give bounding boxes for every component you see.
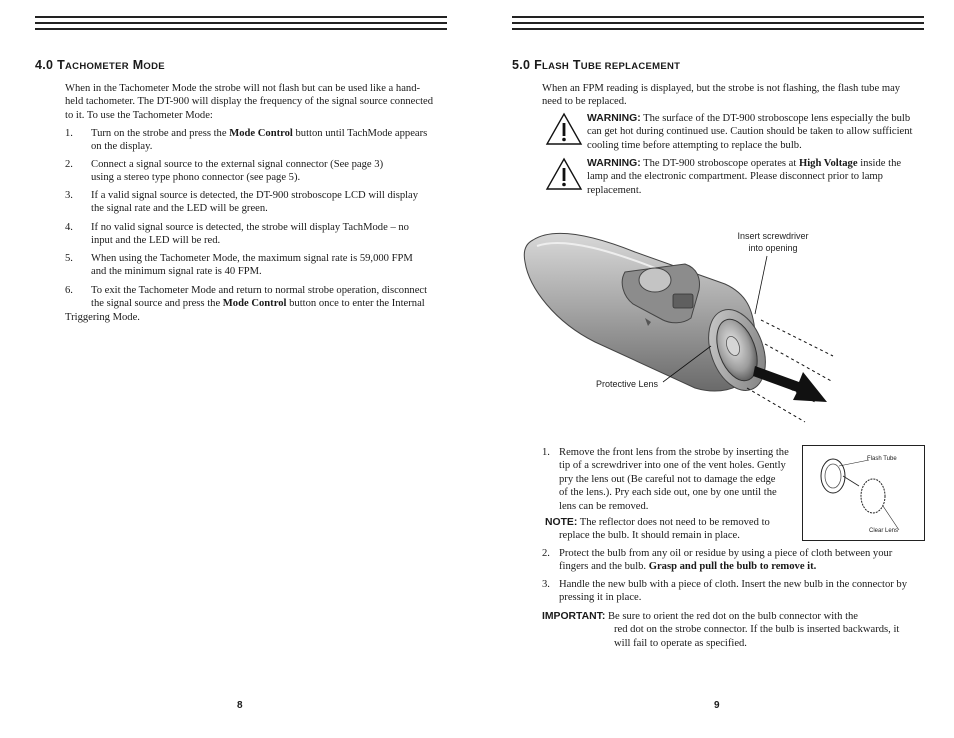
flash-step-3: 3. Handle the new bulb with a piece of cloth. Insert the new bulb in the connector by pressing it in place. xyxy=(542,579,908,604)
warning-hot-surface: WARNING: The surface of the DT-900 stroboscope lens especially the bulb can get hot during continued use. Caution should be taken to allow sufficient cooling time before attempting to replace the bulb. xyxy=(545,112,930,156)
left-header-rule xyxy=(35,16,447,30)
important-orientation: IMPORTANT: Be sure to orient the red dot on the bulb connector with the red dot on the strobe connector. If the bulb is inserted backwards, it will fail to operate as specified. xyxy=(542,611,900,649)
page-number-right: 9 xyxy=(714,700,720,711)
tach-step-3: 3. If a valid signal source is detected, the DT-900 stroboscope LCD will display the signal rate and the LED will be green. xyxy=(65,190,419,215)
flash-tube-inset xyxy=(802,445,925,541)
section-heading-flash-tube-replacement: 5.0 FLASH TUBE REPLACEMENT xyxy=(512,58,681,72)
callout-protective-lens: Protective Lens xyxy=(595,379,659,389)
tachometer-intro: When in the Tachometer Mode the strobe will not flash but can be used like a hand- held tachometer. The DT-900 will display the frequency of the signal source connected to it. To use the Tachometer Mode: xyxy=(65,83,434,121)
inset-label-flash-tube: Flash Tube xyxy=(867,456,897,462)
tach-step-5: 5. When using the Tachometer Mode, the maximum signal rate is 59,000 FPM and the minimum signal rate is 40 FPM. xyxy=(65,253,413,278)
callout-insert-screwdriver: Insert screwdriver into opening xyxy=(737,231,809,253)
tach-step-1: 1. Turn on the strobe and press the Mode Control button until TachMode appears on the display. xyxy=(65,128,428,153)
warning-triangle-icon xyxy=(545,112,583,146)
right-header-rule xyxy=(512,16,924,30)
tach-step-4: 4. If no valid signal source is detected, the strobe will display TachMode – no input and the LED will be red. xyxy=(65,222,409,247)
note-reflector: NOTE: The reflector does not need to be removed to replace the bulb. It should remain in place. xyxy=(545,517,770,542)
warning-high-voltage: WARNING: The DT-900 stroboscope operates at High Voltage inside the lamp and the electronic compartment. Please disconnect prior to lamp replacement. xyxy=(545,157,930,201)
flash-step-1: 1. Remove the front lens from the strobe by inserting the tip of a screwdriver into one of the vent holes. Gently pry the lens out (Be careful not to damage the edge of the lens.). Pry each side out, one by one until the lens can be removed. xyxy=(542,447,789,512)
flash-tube-intro: When an FPM reading is displayed, but the strobe is not flashing, the flash tube may need to be replaced. xyxy=(542,83,901,108)
stroboscope-illustration xyxy=(515,222,835,434)
flash-tube-inset-drawing xyxy=(803,446,924,540)
inset-label-clear-lens: Clear Lens xyxy=(869,528,899,534)
tach-step-6: 6. To exit the Tachometer Mode and return to normal strobe operation, disconnect the signal source and press the Mode Control button once to enter the Internal Triggering Mode. xyxy=(65,285,428,323)
page-number-left: 8 xyxy=(237,700,243,711)
flash-step-2: 2. Protect the bulb from any oil or residue by using a piece of cloth between your fingers and the bulb. Grasp and pull the bulb to remove it. xyxy=(542,548,893,573)
section-heading-tachometer-mode: 4.0 TACHOMETER MODE xyxy=(35,58,165,72)
warning-triangle-icon xyxy=(545,157,583,191)
tach-step-2: 2. Connect a signal source to the external signal connector (See page 3) using a stereo type phono connector (see page 5). xyxy=(65,159,384,184)
